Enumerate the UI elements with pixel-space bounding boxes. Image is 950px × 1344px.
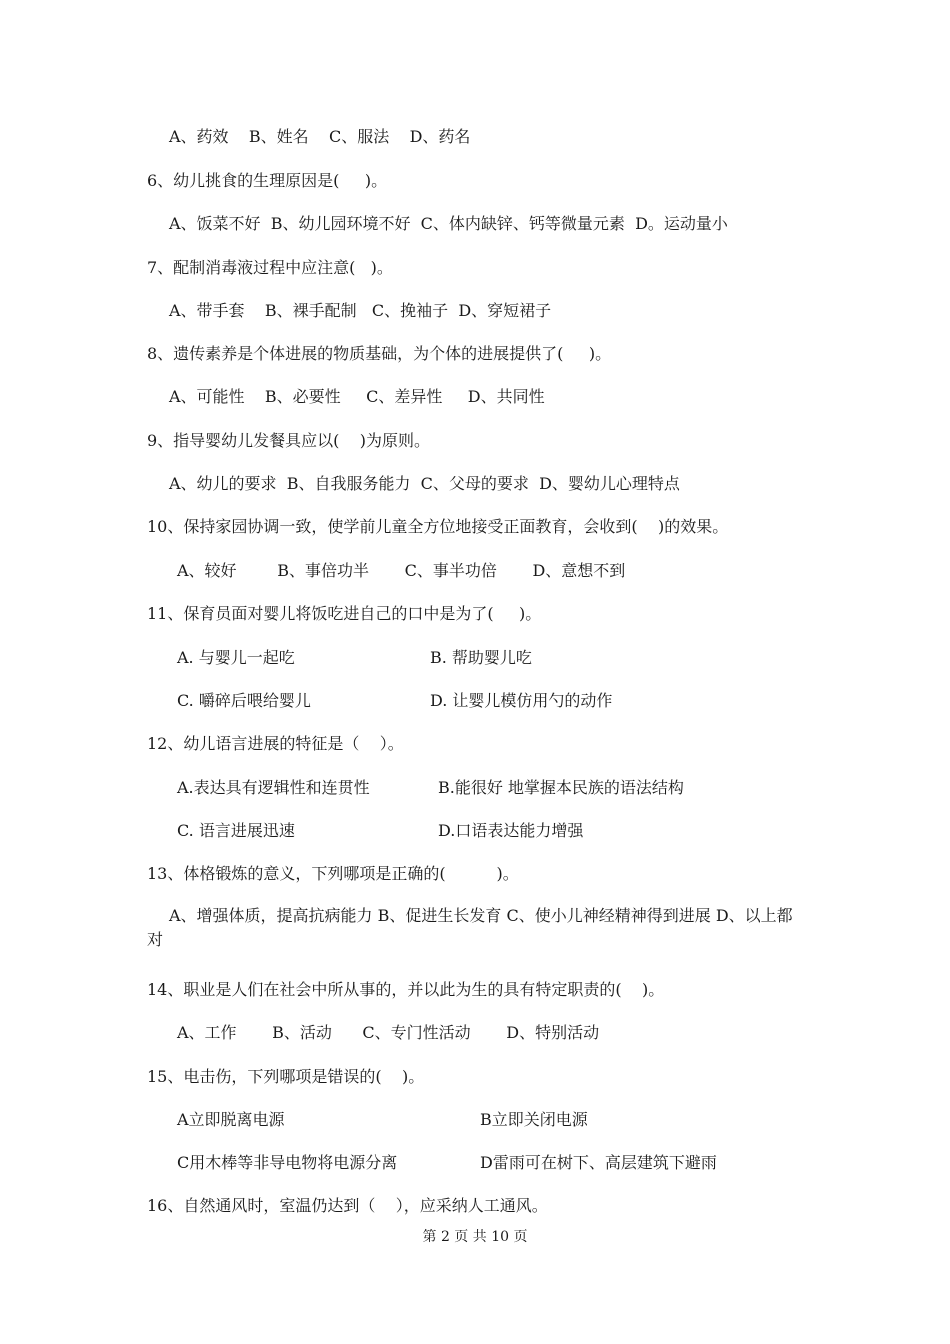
q9-options: A、幼儿的要求 B、自我服务能力 C、父母的要求 D、婴幼儿心理特点 (169, 474, 680, 493)
q11-option-c: C. 嚼碎后喂给婴儿 (177, 691, 311, 710)
q12-option-a: A.表达具有逻辑性和连贯性 (177, 778, 370, 797)
question-14: 14、职业是人们在社会中所从事的，并以此为生的具有特定职责的( )。 (147, 980, 665, 999)
question-13: 13、体格锻炼的意义，下列哪项是正确的( )。 (147, 864, 519, 883)
q6-options: A、饭菜不好 B、幼儿园环境不好 C、体内缺锌、钙等微量元素 D。运动量小 (169, 214, 728, 233)
q12-option-c: C. 语言进展迅速 (177, 821, 295, 840)
question-10: 10、保持家园协调一致，使学前儿童全方位地接受正面教育，会收到( )的效果。 (147, 517, 729, 536)
q15-option-c: C用木棒等非导电物将电源分离 (177, 1153, 398, 1172)
q15-option-d: D雷雨可在树下、高层建筑下避雨 (480, 1153, 717, 1172)
q8-options: A、可能性 B、必要性 C、差异性 D、共同性 (169, 387, 545, 406)
q15-option-a: A立即脱离电源 (177, 1110, 285, 1129)
q11-option-d: D. 让婴儿模仿用勺的动作 (430, 691, 613, 710)
question-11: 11、保育员面对婴儿将饭吃进自己的口中是为了( )。 (147, 604, 542, 623)
q11-option-a: A. 与婴儿一起吃 (177, 648, 295, 667)
question-16: 16、自然通风时，室温仍达到（ ），应采纳人工通风。 (147, 1196, 548, 1215)
q11-option-b: B. 帮助婴儿吃 (430, 648, 532, 667)
question-12: 12、幼儿语言进展的特征是（ ）。 (147, 734, 404, 753)
q12-option-d: D.口语表达能力增强 (438, 821, 584, 840)
page-footer: 第 2 页 共 10 页 (422, 1229, 528, 1245)
question-8: 8、遗传素养是个体进展的物质基础，为个体的进展提供了( )。 (147, 344, 612, 363)
question-15: 15、电击伤，下列哪项是错误的( )。 (147, 1067, 425, 1086)
q15-option-b: B立即关闭电源 (480, 1110, 588, 1129)
q7-options: A、带手套 B、裸手配制 C、挽袖子 D、穿短裙子 (169, 301, 552, 320)
q5-options: A、药效 B、姓名 C、服法 D、药名 (169, 127, 471, 146)
q14-options: A、工作 B、活动 C、专门性活动 D、特别活动 (177, 1023, 600, 1042)
question-6: 6、幼儿挑食的生理原因是( )。 (147, 171, 388, 190)
q13-options: A、增强体质，提高抗病能力 B、促进生长发育 C、使小儿神经精神得到进展 D、以上都对 (147, 906, 793, 949)
q12-option-b: B.能很好 地掌握本民族的语法结构 (438, 778, 684, 797)
question-9: 9、指导婴幼儿发餐具应以( )为原则。 (147, 431, 431, 450)
q10-options: A、较好 B、事倍功半 C、事半功倍 D、意想不到 (177, 561, 626, 580)
question-7: 7、配制消毒液过程中应注意( )。 (147, 258, 393, 277)
